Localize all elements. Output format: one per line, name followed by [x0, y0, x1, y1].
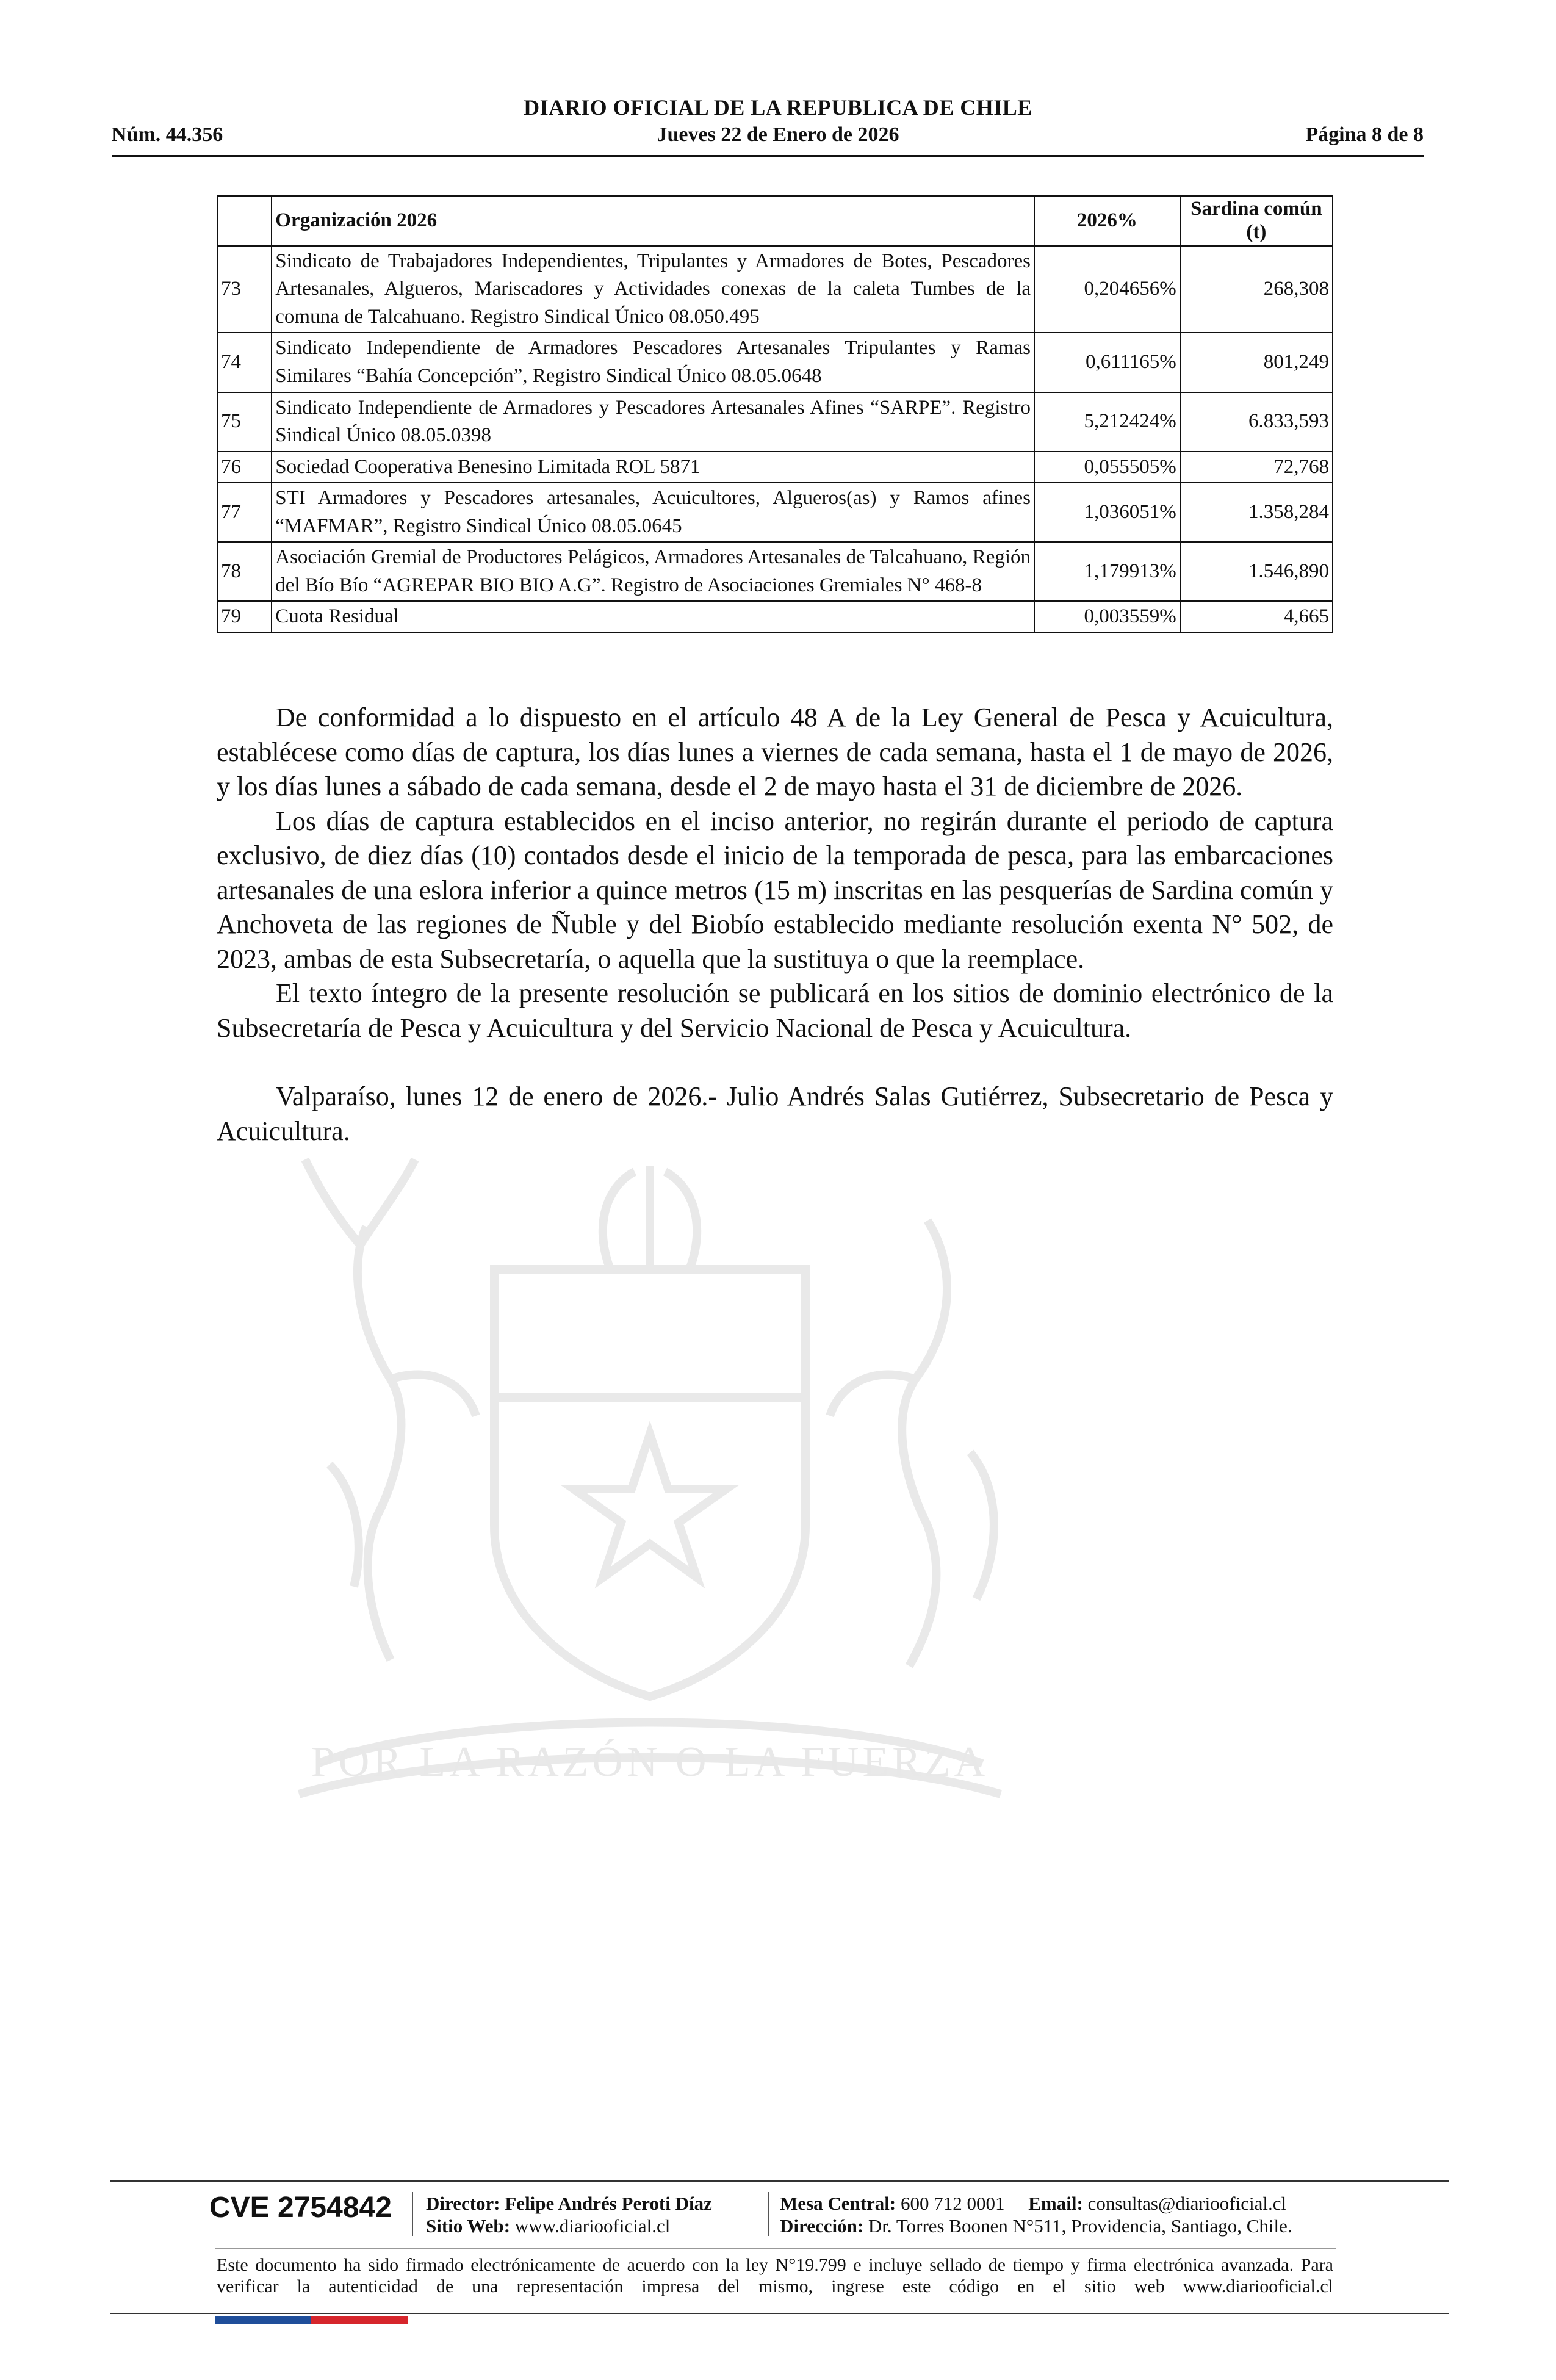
- quota-percentage: 1,179913%: [1034, 542, 1180, 601]
- organization-name: Sindicato de Trabajadores Independientes, Tripulantes y Armadores de Botes, Pescadores Artesanales, Algueros, Mariscadores y Actividades conexas de la caleta Tumbes de la comuna de Talcahuano. Registro Sindical Único 08.050.495: [272, 246, 1034, 333]
- issue-date: Jueves 22 de Enero de 2026: [657, 123, 899, 146]
- sardina-tonnage: 4,665: [1180, 601, 1333, 633]
- organization-name: STI Armadores y Pescadores artesanales, Acuicultores, Algueros(as) y Ramos afines “MAFMAR”, Registro Sindical Único 08.05.0645: [272, 483, 1034, 542]
- signature-note: Este documento ha sido firmado electrónicamente de acuerdo con la ley N°19.799 e incluye sellado de tiempo y firma electrónica avanzada. Para verificar la autenticidad de una representación impresa del mismo, ingrese este código en el sitio web www.diariooficial.cl: [217, 2255, 1333, 2296]
- quota-percentage: 5,212424%: [1034, 392, 1180, 452]
- footer-bottom-rule: [110, 2313, 1449, 2314]
- director-label: Director:: [426, 2193, 500, 2214]
- organization-name: Asociación Gremial de Productores Pelágicos, Armadores Artesanales de Talcahuano, Región del Bío Bío “AGREPAR BIO BIO A.G”. Registro de Asociaciones Gremiales N° 468-8: [272, 542, 1034, 601]
- address-text: Dr. Torres Boonen N°511, Providencia, Santiago, Chile.: [868, 2215, 1292, 2237]
- header-divider: [112, 155, 1424, 157]
- organization-name: Sindicato Independiente de Armadores Pescadores Artesanales Tripulantes y Ramas Similares “Bahía Concepción”, Registro Sindical Único 08.05.0648: [272, 333, 1034, 392]
- footer-contact-block: [780, 2192, 1292, 2237]
- quota-percentage: 0,204656%: [1034, 246, 1180, 333]
- row-number: 78: [217, 542, 272, 601]
- footer-separator: [412, 2192, 413, 2236]
- table-row: [217, 542, 1333, 601]
- sardina-tonnage: 6.833,593: [1180, 392, 1333, 452]
- quota-percentage: 1,036051%: [1034, 483, 1180, 542]
- address-label: Dirección:: [780, 2215, 864, 2237]
- sardina-tonnage: 1.358,284: [1180, 483, 1333, 542]
- table-row: [217, 601, 1333, 633]
- paragraph-exclusive-period: Los días de captura establecidos en el inciso anterior, no regirán durante el periodo de captura exclusivo, de diez días (10) contados desde el inicio de la temporada de pesca, para las embarcaciones artesanales de una eslora inferior a quince metros (15 m) inscritas en las pesquerías de Sardina común y Anchoveta de las regiones de Ñuble y del Biobío establecido mediante resolución exenta N° 502, de 2023, ambas de esta Subsecretaría, o aquella que la sustituya o que la reemplace.: [217, 806, 1333, 974]
- column-header-number: [217, 196, 272, 246]
- quota-percentage: 0,055505%: [1034, 452, 1180, 483]
- quota-table: [217, 195, 1333, 633]
- email-link[interactable]: consultas@diariooficial.cl: [1087, 2193, 1287, 2214]
- footer-top-rule: [110, 2180, 1449, 2182]
- flag-blue-segment: [215, 2316, 311, 2324]
- newspaper-title: DIARIO OFICIAL DE LA REPUBLICA DE CHILE: [524, 95, 1032, 120]
- cve-code: CVE 2754842: [209, 2191, 392, 2224]
- table-row: [217, 452, 1333, 483]
- coat-of-arms-icon: [207, 1147, 1092, 1849]
- flag-red-segment: [311, 2316, 408, 2324]
- website-link[interactable]: www.diariooficial.cl: [514, 2215, 671, 2237]
- column-header-percentage: 2026%: [1034, 196, 1180, 246]
- paragraph-signature: Valparaíso, lunes 12 de enero de 2026.- Julio Andrés Salas Gutiérrez, Subsecretario de Pesca y Acuicultura.: [217, 1081, 1333, 1146]
- watermark-motto: POR LA RAZÓN O LA FUERZA: [311, 1739, 989, 1786]
- quota-percentage: 0,003559%: [1034, 601, 1180, 633]
- table-row: [217, 246, 1333, 333]
- email-label: Email:: [1028, 2193, 1083, 2214]
- sardina-tonnage: 1.546,890: [1180, 542, 1333, 601]
- row-number: 76: [217, 452, 272, 483]
- footer-separator: [768, 2192, 769, 2236]
- table-row: [217, 392, 1333, 452]
- footer-director-block: [426, 2192, 712, 2237]
- column-header-organization: Organización 2026: [272, 196, 1034, 246]
- organization-name: Sociedad Cooperativa Benesino Limitada ROL 5871: [272, 452, 1034, 483]
- sardina-tonnage: 801,249: [1180, 333, 1333, 392]
- issue-number: Núm. 44.356: [112, 123, 223, 146]
- paragraph-publication: El texto íntegro de la presente resolución se publicará en los sitios de dominio electrónico de la Subsecretaría de Pesca y Acuicultura y del Servicio Nacional de Pesca y Acuicultura.: [217, 978, 1333, 1043]
- row-number: 77: [217, 483, 272, 542]
- quota-percentage: 0,611165%: [1034, 333, 1180, 392]
- sardina-tonnage: 72,768: [1180, 452, 1333, 483]
- page-number: Página 8 de 8: [1305, 123, 1424, 146]
- table-header-row: [217, 196, 1333, 246]
- row-number: 74: [217, 333, 272, 392]
- table-row: [217, 483, 1333, 542]
- mesa-phone: 600 712 0001: [901, 2193, 1005, 2214]
- row-number: 73: [217, 246, 272, 333]
- row-number: 79: [217, 601, 272, 633]
- flag-stripe: [215, 2316, 408, 2324]
- organization-name: Cuota Residual: [272, 601, 1034, 633]
- website-label: Sitio Web:: [426, 2215, 511, 2237]
- mesa-label: Mesa Central:: [780, 2193, 896, 2214]
- row-number: 75: [217, 392, 272, 452]
- column-header-sardina: Sardina común (t): [1180, 196, 1333, 246]
- paragraph-capture-days: De conformidad a lo dispuesto en el artículo 48 A de la Ley General de Pesca y Acuicultura, establécese como días de captura, los días lunes a viernes de cada semana, hasta el 1 de mayo de 2026, y los días lunes a sábado de cada semana, desde el 2 de mayo hasta el 31 de diciembre de 2026.: [217, 702, 1333, 801]
- footer-mid-rule: [215, 2248, 1336, 2249]
- sardina-tonnage: 268,308: [1180, 246, 1333, 333]
- organization-name: Sindicato Independiente de Armadores y Pescadores Artesanales Afines “SARPE”. Registro Sindical Único 08.05.0398: [272, 392, 1034, 452]
- table-row: [217, 333, 1333, 392]
- director-name: Felipe Andrés Peroti Díaz: [505, 2193, 712, 2214]
- resolution-body: [217, 701, 1333, 1149]
